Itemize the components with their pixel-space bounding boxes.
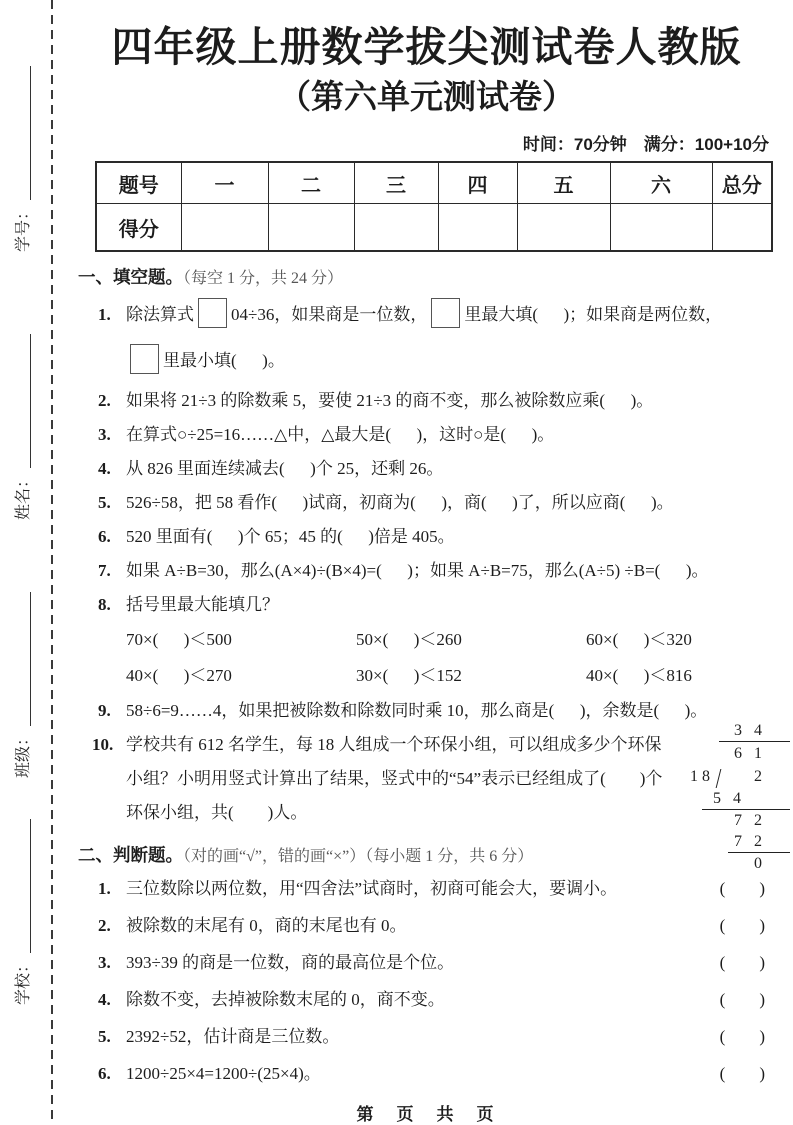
score-table	[95, 161, 773, 252]
student-id-label: 学号：	[15, 203, 32, 252]
question-text: 526÷58，把 58 看作( )试商，初商为( )，商( )了，所以应商( )。	[126, 493, 674, 512]
score-header-cell: 题号	[96, 162, 181, 204]
long-division	[690, 720, 790, 874]
tf-question-4	[78, 981, 775, 1018]
long-division-step: 5 4	[702, 788, 790, 810]
inequality-item: 40×( )＜816	[586, 666, 692, 685]
score-input-cell[interactable]	[712, 204, 772, 252]
tf-question-5	[78, 1018, 775, 1055]
question-1-line-1	[98, 292, 775, 338]
question-text: 2392÷52，估计商是三位数。	[126, 1027, 340, 1046]
tf-question-3	[78, 944, 775, 981]
question-2	[78, 384, 775, 418]
time-and-score-info: 时间：70分钟 满分：100+10分	[522, 135, 769, 154]
student-name-blank-line[interactable]	[30, 334, 31, 468]
question-text: 被除数的末尾有 0，商的末尾也有 0。	[126, 916, 407, 935]
long-division-quotient: 3 4	[734, 722, 766, 739]
score-input-cell[interactable]	[354, 204, 438, 252]
inequality-item: 40×( )＜270	[126, 666, 232, 685]
question-number: 5.	[98, 1027, 111, 1046]
class-blank-line[interactable]	[30, 592, 31, 726]
question-1	[78, 292, 775, 384]
question-number: 2.	[98, 391, 111, 410]
long-division-divisor: 18	[690, 768, 714, 785]
long-division-dividend: 6 1 2	[719, 741, 790, 788]
question-number: 9.	[98, 701, 111, 720]
question-3	[78, 418, 775, 452]
class-label: 班级：	[15, 729, 32, 778]
student-name-field	[11, 332, 35, 520]
question-number: 6.	[98, 1064, 111, 1083]
answer-parentheses[interactable]: ( )	[719, 1064, 765, 1083]
section-one-note: （每空 1 分，共 24 分）	[183, 270, 344, 287]
score-input-cell[interactable]	[517, 204, 610, 252]
question-text: 04÷36，如果商是一位数，	[231, 305, 428, 324]
tf-question-6	[78, 1055, 775, 1092]
question-number: 2.	[98, 916, 111, 935]
question-number: 6.	[98, 527, 111, 546]
section-two-title: 二、判断题。	[78, 845, 183, 865]
question-number: 5.	[98, 493, 111, 512]
question-number: 4.	[98, 459, 111, 478]
paper-title: 四年级上册数学拔尖测试卷人教版	[111, 24, 742, 70]
question-text: 三位数除以两位数，用“四舍法”试商时，初商可能会大，要调小。	[126, 879, 618, 898]
question-text: 括号里最大能填几？	[126, 595, 279, 614]
question-text: 58÷6=9……4，如果把被除数和除数同时乘 10，那么商是( )，余数是( )。	[126, 701, 708, 720]
long-division-step: 7 2	[734, 812, 766, 829]
score-header-cell: 三	[354, 162, 438, 204]
score-header-cell: 六	[610, 162, 712, 204]
score-input-cell[interactable]	[268, 204, 354, 252]
answer-parentheses[interactable]: ( )	[719, 953, 765, 972]
answer-parentheses[interactable]: ( )	[719, 916, 765, 935]
inequality-item: 30×( )＜152	[356, 666, 462, 685]
score-table-score-row	[96, 204, 772, 252]
page-footer: 第 页 共 页	[356, 1105, 497, 1124]
score-header-cell: 一	[181, 162, 268, 204]
paper-body	[78, 0, 775, 1125]
question-text: 如果 A÷B=30，那么(A×4)÷(B×4)=( )；如果 A÷B=75，那么(A÷5) ÷B=( )。	[126, 561, 709, 580]
question-text: 如果将 21÷3 的除数乘 5，要使 21÷3 的商不变，那么被除数应乘( )。	[126, 391, 654, 410]
section-two-heading	[78, 842, 775, 870]
question-text: 除法算式	[126, 305, 194, 324]
question-text: 从 826 里面连续减去( )个 25，还剩 26。	[126, 459, 444, 478]
tf-question-1	[78, 870, 775, 907]
tf-question-2	[78, 907, 775, 944]
score-header-cell: 五	[517, 162, 610, 204]
class-field	[11, 590, 35, 778]
question-text: 学校共有 612 名学生，每 18 人组成一个环保小组，可以组成多少个环保小组？小明用竖式计算出了结果，竖式中的“54”表示已经组成了( )个环保小组，共( )人。	[126, 735, 663, 822]
question-number: 3.	[98, 953, 111, 972]
question-8	[78, 588, 775, 622]
question-8-expressions	[78, 622, 775, 694]
question-7	[78, 554, 775, 588]
answer-box[interactable]	[130, 344, 159, 374]
answer-box[interactable]	[198, 298, 227, 328]
question-text: 393÷39 的商是一位数，商的最高位是个位。	[126, 953, 455, 972]
question-number: 7.	[98, 561, 111, 580]
answer-box[interactable]	[431, 298, 460, 328]
score-header-cell: 二	[268, 162, 354, 204]
question-number: 1.	[98, 879, 111, 898]
score-header-cell: 总分	[712, 162, 772, 204]
long-division-step: 7 2	[728, 831, 790, 853]
question-number: 3.	[98, 425, 111, 444]
student-id-field	[11, 64, 35, 252]
score-input-cell[interactable]	[438, 204, 517, 252]
question-5	[78, 486, 775, 520]
long-division-remainder: 0	[754, 855, 766, 872]
score-table-header-row	[96, 162, 772, 204]
score-header-cell: 四	[438, 162, 517, 204]
question-4	[78, 452, 775, 486]
score-input-cell[interactable]	[610, 204, 712, 252]
question-text: 除数不变，去掉被除数末尾的 0，商不变。	[126, 990, 445, 1009]
student-id-blank-line[interactable]	[30, 66, 31, 200]
student-name-label: 姓名：	[15, 471, 32, 520]
question-number: 10.	[92, 735, 114, 754]
section-one-title: 一、填空题。	[78, 267, 183, 287]
question-number: 8.	[98, 595, 111, 614]
inequality-item: 50×( )＜260	[356, 630, 462, 649]
answer-parentheses[interactable]: ( )	[719, 990, 765, 1009]
question-6	[78, 520, 775, 554]
question-text: 里最小填( )。	[163, 351, 285, 370]
question-1-line-2	[126, 338, 775, 384]
inequality-item: 70×( )＜500	[126, 630, 232, 649]
score-input-cell[interactable]	[181, 204, 268, 252]
school-blank-line[interactable]	[30, 819, 31, 953]
answer-parentheses[interactable]: ( )	[719, 879, 765, 898]
section-one-heading	[78, 264, 775, 292]
question-text: 里最大填( )；如果商是两位数，	[464, 305, 723, 324]
paper-subtitle: （第六单元测试卷）	[278, 78, 575, 115]
question-text: 1200÷25×4=1200÷(25×4)。	[126, 1064, 321, 1083]
section-two-note: （对的画“√”，错的画“×”）（每小题 1 分，共 6 分）	[183, 848, 534, 865]
answer-parentheses[interactable]: ( )	[719, 1027, 765, 1046]
school-label: 学校：	[15, 956, 32, 1005]
question-text: 520 里面有( )个 65；45 的( )倍是 405。	[126, 527, 455, 546]
seal-dashed-line	[51, 0, 53, 1122]
long-division-dividend-row	[690, 741, 790, 788]
inequality-item: 60×( )＜320	[586, 630, 692, 649]
question-9	[78, 694, 775, 728]
score-row-label: 得分	[96, 204, 181, 252]
question-text: 在算式○÷25=16……△中，△最大是( )，这时○是( )。	[126, 425, 555, 444]
question-number: 1.	[98, 305, 111, 324]
school-field	[11, 817, 35, 1005]
question-number: 4.	[98, 990, 111, 1009]
